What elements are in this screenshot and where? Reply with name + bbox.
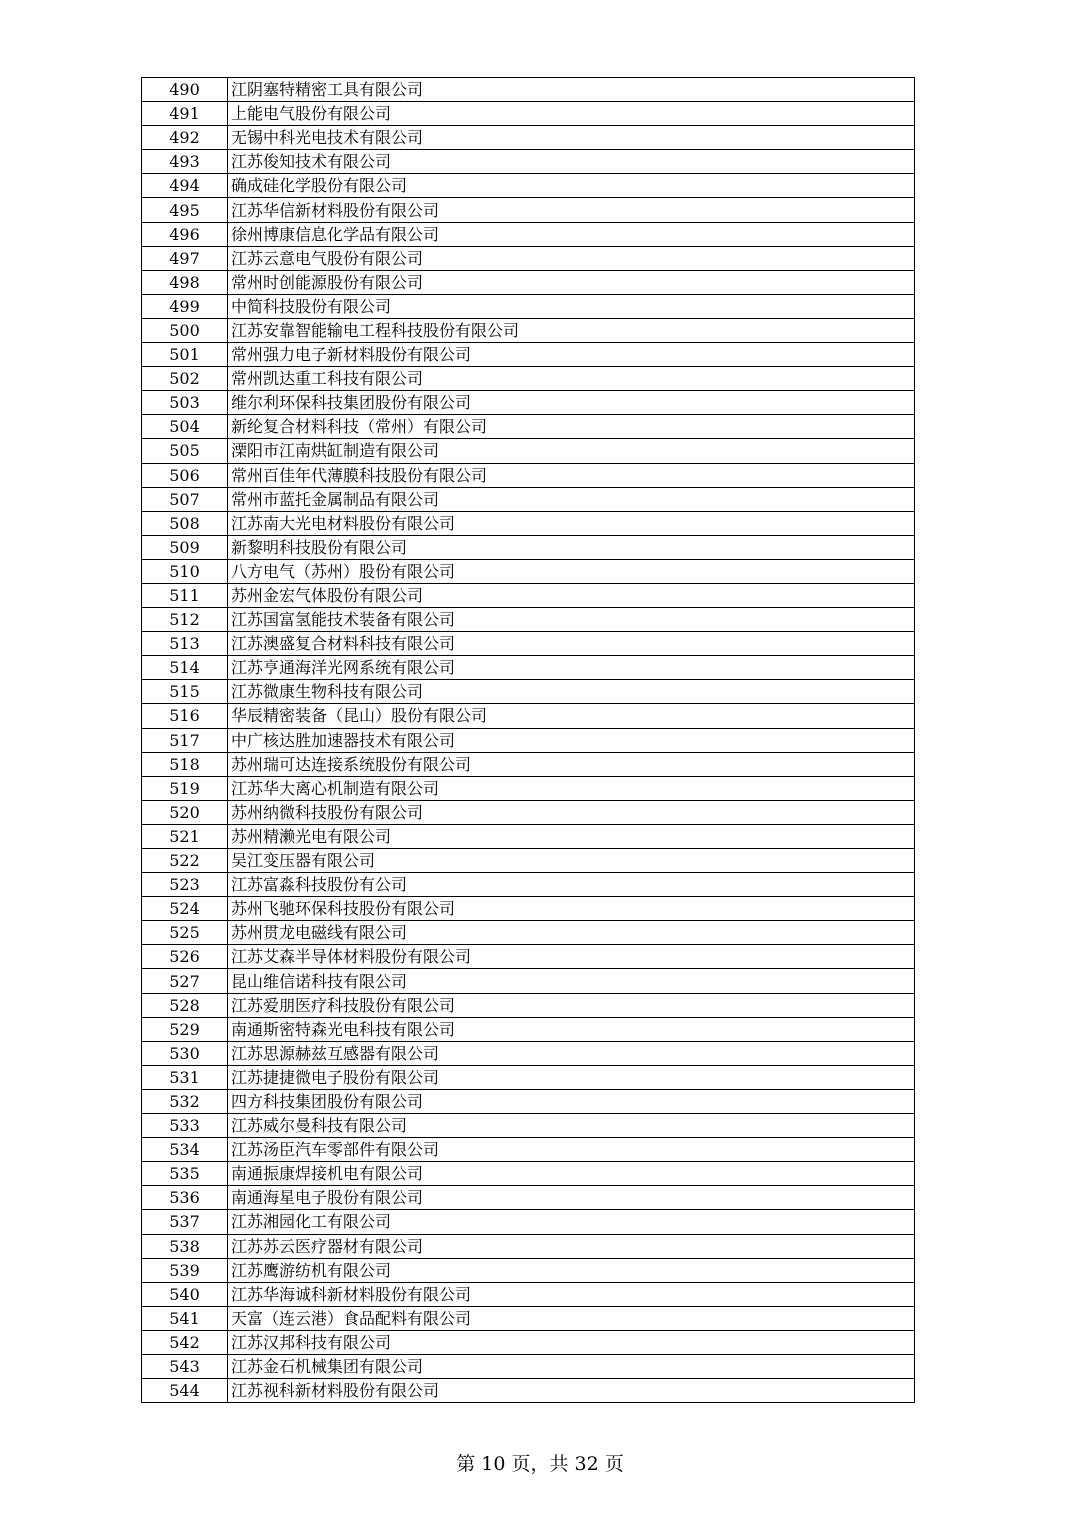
company-name: 苏州金宏气体股份有限公司 xyxy=(228,583,915,607)
company-name: 江苏艾森半导体材料股份有限公司 xyxy=(228,945,915,969)
table-row xyxy=(142,993,915,1017)
company-name: 江苏华海诚科新材料股份有限公司 xyxy=(228,1282,915,1306)
table-row xyxy=(142,343,915,367)
row-number: 520 xyxy=(142,800,228,824)
table-row xyxy=(142,921,915,945)
row-number: 542 xyxy=(142,1330,228,1354)
row-number: 524 xyxy=(142,897,228,921)
row-number: 537 xyxy=(142,1210,228,1234)
table-row xyxy=(142,1258,915,1282)
row-number: 521 xyxy=(142,824,228,848)
row-number: 526 xyxy=(142,945,228,969)
company-name: 江苏安靠智能输电工程科技股份有限公司 xyxy=(228,318,915,342)
company-name: 常州强力电子新材料股份有限公司 xyxy=(228,343,915,367)
company-name: 常州凯达重工科技有限公司 xyxy=(228,367,915,391)
company-name: 江苏富淼科技股份有公司 xyxy=(228,873,915,897)
company-name: 常州百佳年代薄膜科技股份有限公司 xyxy=(228,463,915,487)
table-row xyxy=(142,246,915,270)
row-number: 503 xyxy=(142,391,228,415)
company-name: 江苏澳盛复合材料科技有限公司 xyxy=(228,632,915,656)
company-name: 新黎明科技股份有限公司 xyxy=(228,535,915,559)
table-row xyxy=(142,1379,915,1403)
row-number: 490 xyxy=(142,78,228,102)
table-row xyxy=(142,1354,915,1378)
table-row xyxy=(142,800,915,824)
company-name: 昆山维信诺科技有限公司 xyxy=(228,969,915,993)
row-number: 535 xyxy=(142,1162,228,1186)
company-name: 吴江变压器有限公司 xyxy=(228,849,915,873)
company-name: 江苏华大离心机制造有限公司 xyxy=(228,776,915,800)
company-name: 江苏微康生物科技有限公司 xyxy=(228,680,915,704)
company-name: 无锡中科光电技术有限公司 xyxy=(228,126,915,150)
table-row xyxy=(142,1138,915,1162)
row-number: 500 xyxy=(142,318,228,342)
table-row xyxy=(142,415,915,439)
row-number: 491 xyxy=(142,102,228,126)
row-number: 506 xyxy=(142,463,228,487)
table-row xyxy=(142,824,915,848)
row-number: 530 xyxy=(142,1041,228,1065)
table-row xyxy=(142,776,915,800)
row-number: 519 xyxy=(142,776,228,800)
table-row xyxy=(142,969,915,993)
table-row xyxy=(142,439,915,463)
company-name: 南通斯密特森光电科技有限公司 xyxy=(228,1017,915,1041)
company-list-table xyxy=(141,77,915,1403)
table-row xyxy=(142,1306,915,1330)
company-name: 江苏爱朋医疗科技股份有限公司 xyxy=(228,993,915,1017)
table-row xyxy=(142,487,915,511)
company-name: 确成硅化学股份有限公司 xyxy=(228,174,915,198)
row-number: 525 xyxy=(142,921,228,945)
table-row xyxy=(142,198,915,222)
company-name: 苏州飞驰环保科技股份有限公司 xyxy=(228,897,915,921)
row-number: 504 xyxy=(142,415,228,439)
row-number: 497 xyxy=(142,246,228,270)
table-row xyxy=(142,752,915,776)
row-number: 541 xyxy=(142,1306,228,1330)
company-name: 江苏汉邦科技有限公司 xyxy=(228,1330,915,1354)
company-name: 江苏湘园化工有限公司 xyxy=(228,1210,915,1234)
table-row xyxy=(142,1282,915,1306)
company-name: 八方电气（苏州）股份有限公司 xyxy=(228,559,915,583)
table-row xyxy=(142,559,915,583)
row-number: 527 xyxy=(142,969,228,993)
table-row xyxy=(142,270,915,294)
table-row xyxy=(142,1234,915,1258)
table-row xyxy=(142,294,915,318)
row-number: 494 xyxy=(142,174,228,198)
row-number: 517 xyxy=(142,728,228,752)
row-number: 507 xyxy=(142,487,228,511)
table-row xyxy=(142,1330,915,1354)
company-name: 徐州博康信息化学品有限公司 xyxy=(228,222,915,246)
row-number: 511 xyxy=(142,583,228,607)
row-number: 540 xyxy=(142,1282,228,1306)
row-number: 544 xyxy=(142,1379,228,1403)
company-name: 江苏国富氢能技术装备有限公司 xyxy=(228,608,915,632)
company-name: 中广核达胜加速器技术有限公司 xyxy=(228,728,915,752)
row-number: 528 xyxy=(142,993,228,1017)
row-number: 529 xyxy=(142,1017,228,1041)
company-name: 溧阳市江南烘缸制造有限公司 xyxy=(228,439,915,463)
row-number: 536 xyxy=(142,1186,228,1210)
row-number: 522 xyxy=(142,849,228,873)
row-number: 514 xyxy=(142,656,228,680)
table-row xyxy=(142,318,915,342)
company-name: 江苏捷捷微电子股份有限公司 xyxy=(228,1065,915,1089)
table-row xyxy=(142,367,915,391)
page-footer: 第 10 页，共 32 页 xyxy=(456,1453,624,1475)
company-name: 苏州贯龙电磁线有限公司 xyxy=(228,921,915,945)
table-row xyxy=(142,632,915,656)
company-name: 江苏金石机械集团有限公司 xyxy=(228,1354,915,1378)
company-name: 苏州瑞可达连接系统股份有限公司 xyxy=(228,752,915,776)
company-name: 江苏苏云医疗器材有限公司 xyxy=(228,1234,915,1258)
company-name: 南通振康焊接机电有限公司 xyxy=(228,1162,915,1186)
company-name: 四方科技集团股份有限公司 xyxy=(228,1089,915,1113)
company-name: 江苏华信新材料股份有限公司 xyxy=(228,198,915,222)
row-number: 510 xyxy=(142,559,228,583)
row-number: 512 xyxy=(142,608,228,632)
row-number: 518 xyxy=(142,752,228,776)
company-name: 江苏云意电气股份有限公司 xyxy=(228,246,915,270)
table-row xyxy=(142,1065,915,1089)
table-row xyxy=(142,897,915,921)
table-row xyxy=(142,704,915,728)
row-number: 492 xyxy=(142,126,228,150)
table-row xyxy=(142,1114,915,1138)
company-name: 维尔利环保科技集团股份有限公司 xyxy=(228,391,915,415)
table-row xyxy=(142,1089,915,1113)
company-name: 常州市蓝托金属制品有限公司 xyxy=(228,487,915,511)
row-number: 531 xyxy=(142,1065,228,1089)
table-row xyxy=(142,535,915,559)
company-name: 江苏视科新材料股份有限公司 xyxy=(228,1379,915,1403)
table-row xyxy=(142,102,915,126)
row-number: 513 xyxy=(142,632,228,656)
company-name: 江苏威尔曼科技有限公司 xyxy=(228,1114,915,1138)
row-number: 493 xyxy=(142,150,228,174)
row-number: 508 xyxy=(142,511,228,535)
company-name: 华辰精密装备（昆山）股份有限公司 xyxy=(228,704,915,728)
table-row xyxy=(142,680,915,704)
table-row xyxy=(142,608,915,632)
row-number: 533 xyxy=(142,1114,228,1138)
company-name: 常州时创能源股份有限公司 xyxy=(228,270,915,294)
row-number: 501 xyxy=(142,343,228,367)
company-name: 江苏南大光电材料股份有限公司 xyxy=(228,511,915,535)
company-name: 南通海星电子股份有限公司 xyxy=(228,1186,915,1210)
company-name: 上能电气股份有限公司 xyxy=(228,102,915,126)
company-name: 江苏俊知技术有限公司 xyxy=(228,150,915,174)
table-row xyxy=(142,849,915,873)
company-list-body xyxy=(142,78,915,1403)
table-row xyxy=(142,511,915,535)
table-row xyxy=(142,873,915,897)
row-number: 516 xyxy=(142,704,228,728)
table-row xyxy=(142,1210,915,1234)
company-name: 江苏汤臣汽车零部件有限公司 xyxy=(228,1138,915,1162)
company-name: 江苏思源赫兹互感器有限公司 xyxy=(228,1041,915,1065)
row-number: 499 xyxy=(142,294,228,318)
table-row xyxy=(142,463,915,487)
table-row xyxy=(142,150,915,174)
company-name: 天富（连云港）食品配料有限公司 xyxy=(228,1306,915,1330)
table-row xyxy=(142,1041,915,1065)
row-number: 534 xyxy=(142,1138,228,1162)
company-name: 江苏鹰游纺机有限公司 xyxy=(228,1258,915,1282)
company-name: 中简科技股份有限公司 xyxy=(228,294,915,318)
table-row xyxy=(142,656,915,680)
company-name: 江阴塞特精密工具有限公司 xyxy=(228,78,915,102)
table-row xyxy=(142,945,915,969)
row-number: 539 xyxy=(142,1258,228,1282)
company-name: 苏州精濑光电有限公司 xyxy=(228,824,915,848)
table-row xyxy=(142,174,915,198)
company-name: 苏州纳微科技股份有限公司 xyxy=(228,800,915,824)
table-row xyxy=(142,1186,915,1210)
table-row xyxy=(142,222,915,246)
table-row xyxy=(142,1017,915,1041)
row-number: 502 xyxy=(142,367,228,391)
table-row xyxy=(142,1162,915,1186)
table-row xyxy=(142,126,915,150)
table-row xyxy=(142,728,915,752)
table-row xyxy=(142,391,915,415)
row-number: 532 xyxy=(142,1089,228,1113)
company-name: 江苏亨通海洋光网系统有限公司 xyxy=(228,656,915,680)
table-row xyxy=(142,78,915,102)
row-number: 543 xyxy=(142,1354,228,1378)
table-row xyxy=(142,583,915,607)
row-number: 515 xyxy=(142,680,228,704)
row-number: 496 xyxy=(142,222,228,246)
row-number: 509 xyxy=(142,535,228,559)
company-name: 新纶复合材料科技（常州）有限公司 xyxy=(228,415,915,439)
row-number: 538 xyxy=(142,1234,228,1258)
row-number: 498 xyxy=(142,270,228,294)
row-number: 523 xyxy=(142,873,228,897)
row-number: 495 xyxy=(142,198,228,222)
row-number: 505 xyxy=(142,439,228,463)
